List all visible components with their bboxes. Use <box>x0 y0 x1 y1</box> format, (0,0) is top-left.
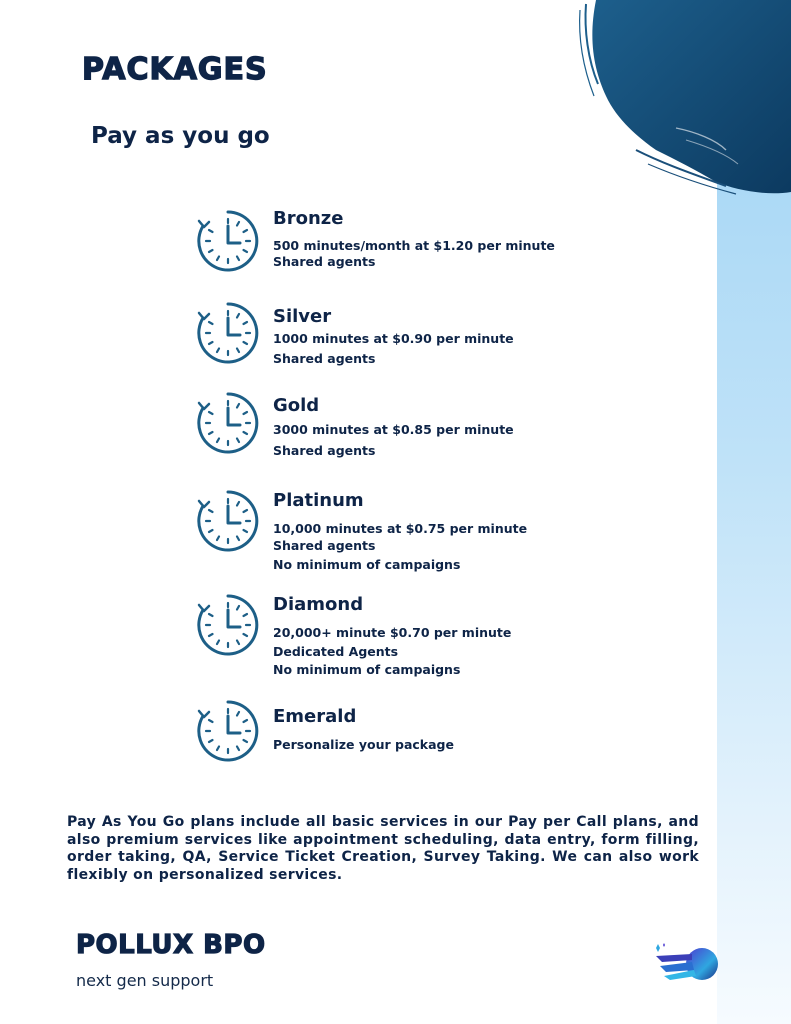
package-detail: No minimum of campaigns <box>273 557 461 572</box>
package-name: Platinum <box>273 490 364 511</box>
clock-refresh-icon <box>195 300 261 366</box>
package-detail: 20,000+ minute $0.70 per minute <box>273 625 512 640</box>
brand-name: POLLUX BPO <box>76 930 266 960</box>
package-detail: 1000 minutes at $0.90 per minute <box>273 331 514 346</box>
comet-logo-icon <box>652 940 720 984</box>
brand-tagline: next gen support <box>76 971 214 990</box>
package-detail: 500 minutes/month at $1.20 per minute <box>273 238 555 253</box>
package-name: Emerald <box>273 706 357 727</box>
clock-refresh-icon <box>195 488 261 554</box>
clock-refresh-icon <box>195 208 261 274</box>
brush-stroke-decoration <box>576 0 791 200</box>
package-detail: No minimum of campaigns <box>273 662 461 677</box>
package-detail: Dedicated Agents <box>273 644 399 659</box>
clock-refresh-icon <box>195 390 261 456</box>
clock-refresh-icon <box>195 592 261 658</box>
package-detail: 3000 minutes at $0.85 per minute <box>273 422 514 437</box>
page-title: PACKAGES <box>82 52 268 87</box>
package-detail: Personalize your package <box>273 737 454 752</box>
page-subtitle: Pay as you go <box>91 123 270 149</box>
package-detail: 10,000 minutes at $0.75 per minute <box>273 521 528 536</box>
package-detail: Shared agents <box>273 443 376 458</box>
package-detail: Shared agents <box>273 254 376 269</box>
package-name: Bronze <box>273 208 344 229</box>
package-name: Silver <box>273 306 332 327</box>
plans-description: Pay As You Go plans include all basic services in our Pay per Call plans, and also premium services like appointment scheduling, data entry, form filling, order taking, QA, Service Ticket Creation, Survey Taking. We can also work flexibly on personalized services. <box>67 814 699 883</box>
package-detail: Shared agents <box>273 538 376 553</box>
clock-refresh-icon <box>195 698 261 764</box>
package-name: Gold <box>273 395 320 416</box>
package-name: Diamond <box>273 594 364 615</box>
package-detail: Shared agents <box>273 351 376 366</box>
